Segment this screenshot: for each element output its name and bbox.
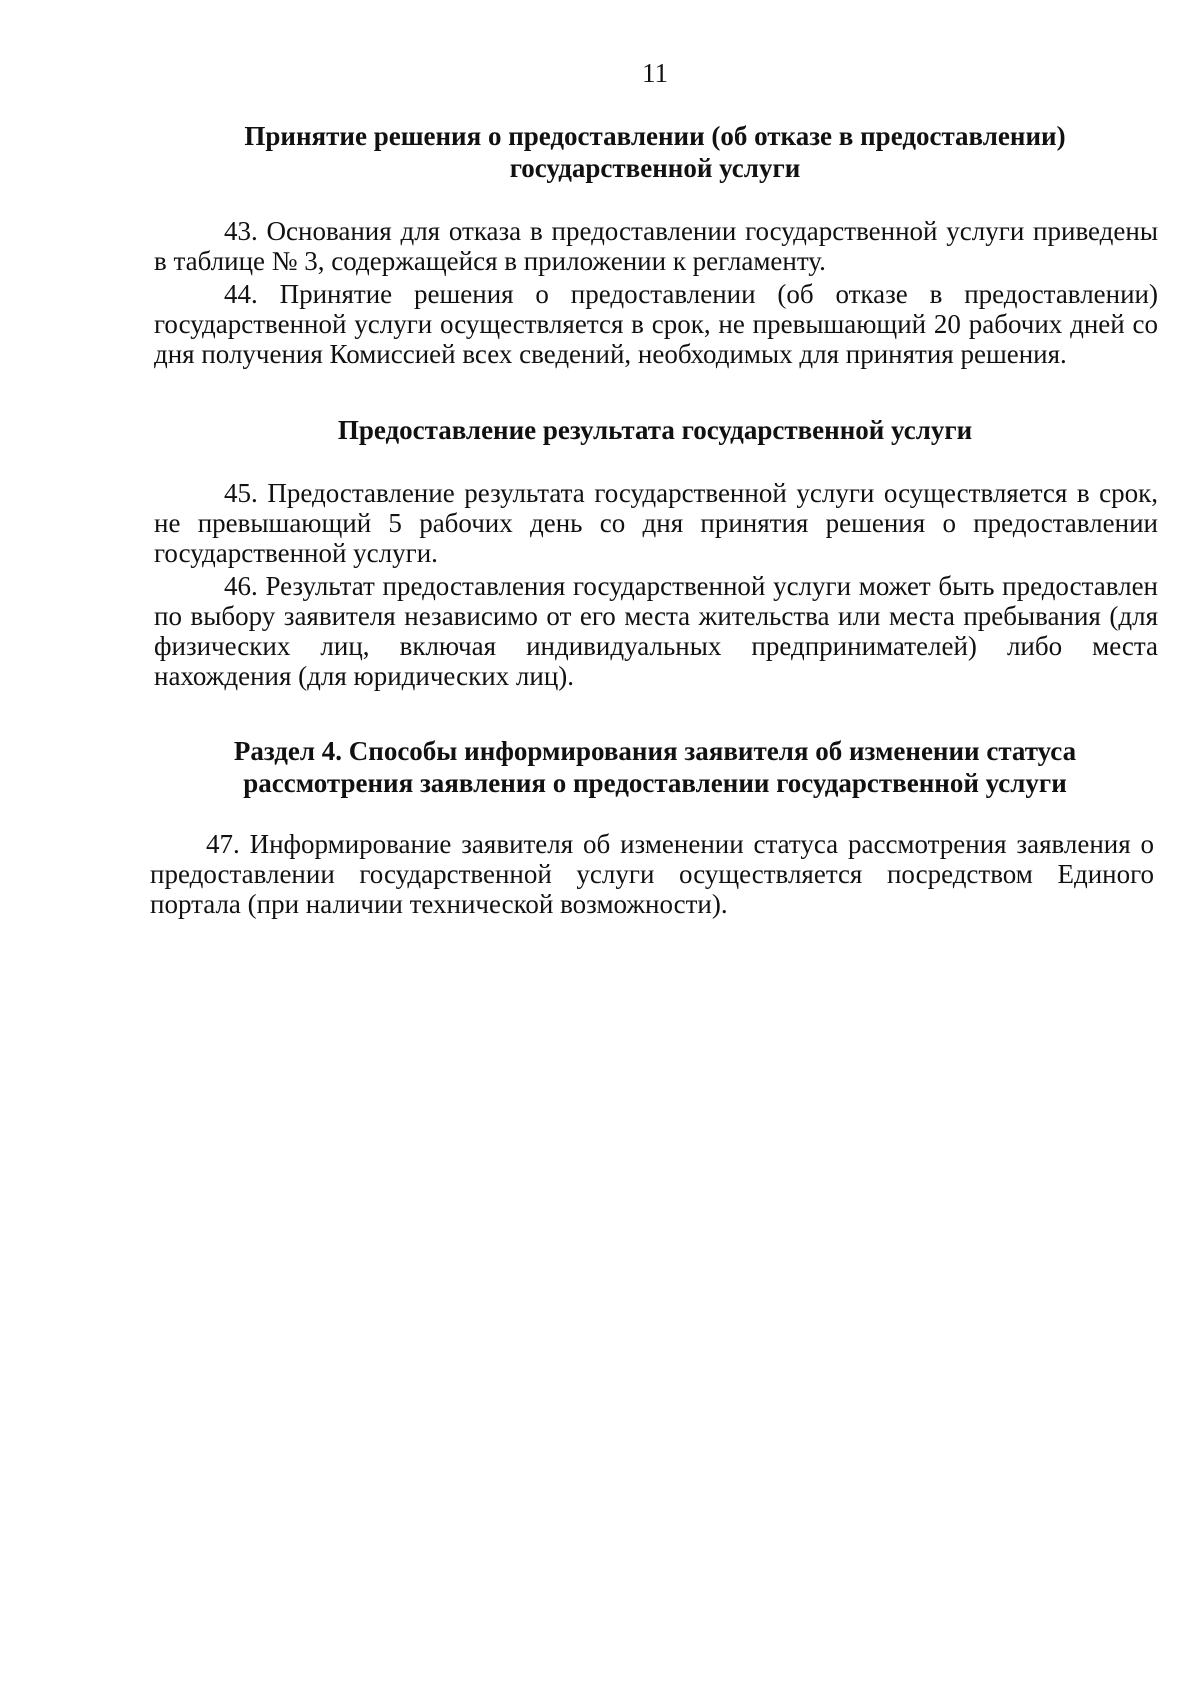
paragraph-45: 45. Предоставление результата государственной услуги осуществляется в срок, не превышающий 5 рабочих день со дня принятия решения о предоставлении государственной услуги. [154,478,1158,568]
heading-section-4: Раздел 4. Способы информирования заявителя об изменении статуса рассмотрения заявления о предоставлении государственной услуги [233,736,1077,798]
paragraph-44: 44. Принятие решения о предоставлении (об отказе в предоставлении) государственной услуги осуществляется в срок, не превышающий 20 рабочих дней со дня получения Комиссией всех сведений, необходимых для принятия решения. [154,279,1158,369]
heading-decision: Принятие решения о предоставлении (об отказе в предоставлении) государственной услуги [244,121,1066,183]
page-number: 11 [642,58,668,88]
paragraph-43: 43. Основания для отказа в предоставлении государственной услуги приведены в таблице № 3, содержащейся в приложении к регламенту. [154,216,1158,276]
heading-result: Предоставление результата государственной услуги [337,415,973,445]
paragraph-46: 46. Результат предоставления государственной услуги может быть предоставлен по выбору заявителя независимо от его места жительства или места пребывания (для физических лиц, включая индивидуальных предпринимателей) либо места нахождения (для юридических лиц). [154,571,1158,691]
paragraph-47: 47. Информирование заявителя об изменении статуса рассмотрения заявления о предоставлении государственной услуги осуществляется посредством Единого портала (при наличии технической возможности). [150,829,1154,919]
